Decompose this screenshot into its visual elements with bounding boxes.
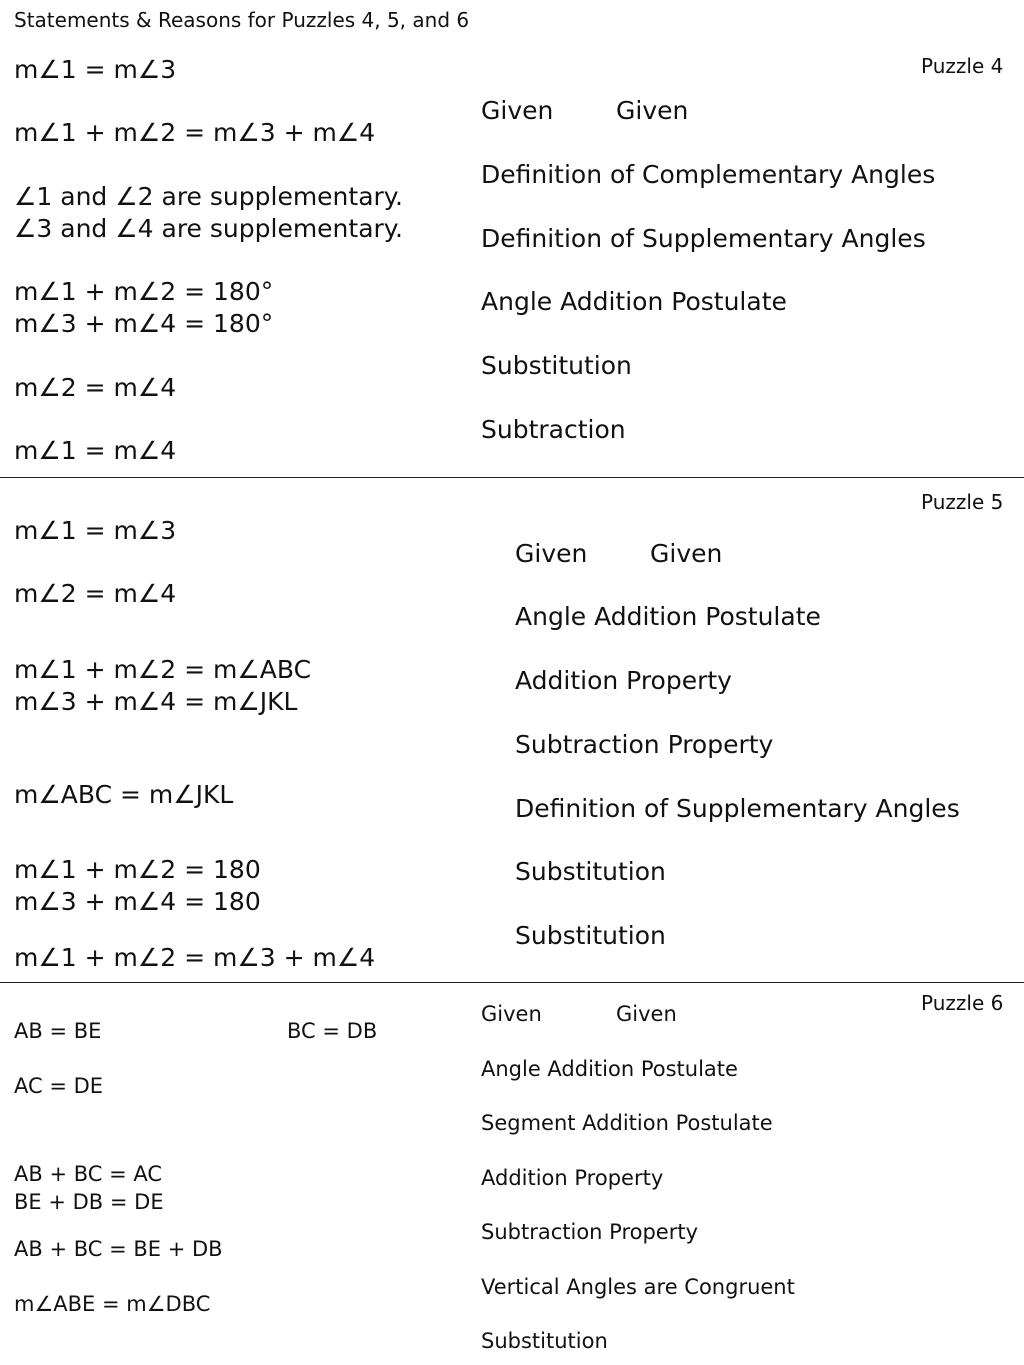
p6-reason: Given xyxy=(481,1002,542,1026)
p5-reason: Given xyxy=(515,539,588,568)
p4-reason: Definition of Supplementary Angles xyxy=(481,224,926,253)
p5-reason: Subtraction Property xyxy=(515,730,774,759)
p4-statement: m∠1 = m∠4 xyxy=(14,436,177,465)
p5-statement: m∠1 + m∠2 = 180 xyxy=(14,855,261,884)
section-divider xyxy=(0,982,1024,983)
p6-statement: AB = BE xyxy=(14,1019,102,1043)
p4-statement: m∠2 = m∠4 xyxy=(14,373,177,402)
p4-reason: Definition of Complementary Angles xyxy=(481,160,936,189)
p5-statement: m∠1 + m∠2 = m∠3 + m∠4 xyxy=(14,943,376,972)
p6-statement: AB + BC = BE + DB xyxy=(14,1237,223,1261)
p5-statement: m∠ABC = m∠JKL xyxy=(14,780,234,809)
section-divider xyxy=(0,477,1024,478)
puzzle-6-label: Puzzle 6 xyxy=(921,991,1004,1015)
p4-reason: Given xyxy=(481,96,554,125)
p5-statement: m∠1 = m∠3 xyxy=(14,516,177,545)
p4-reason: Given xyxy=(616,96,689,125)
p6-reason: Addition Property xyxy=(481,1166,664,1190)
p5-reason: Given xyxy=(650,539,723,568)
page-title: Statements & Reasons for Puzzles 4, 5, and 6 xyxy=(14,8,470,32)
p6-statement: AC = DE xyxy=(14,1074,104,1098)
p4-statement: ∠1 and ∠2 are supplementary. xyxy=(14,182,403,211)
p6-reason: Vertical Angles are Congruent xyxy=(481,1275,795,1299)
p4-reason: Subtraction xyxy=(481,415,626,444)
p5-reason: Addition Property xyxy=(515,666,732,695)
p6-statement: BE + DB = DE xyxy=(14,1190,164,1214)
p5-reason: Angle Addition Postulate xyxy=(515,602,821,631)
p5-reason: Substitution xyxy=(515,921,666,950)
p4-statement: m∠1 = m∠3 xyxy=(14,55,177,84)
p6-reason: Substitution xyxy=(481,1329,608,1353)
p4-statement: m∠1 + m∠2 = m∠3 + m∠4 xyxy=(14,118,376,147)
p4-statement: ∠3 and ∠4 are supplementary. xyxy=(14,214,403,243)
p6-reason: Segment Addition Postulate xyxy=(481,1111,773,1135)
p5-reason: Substitution xyxy=(515,857,666,886)
p6-reason: Given xyxy=(616,1002,677,1026)
p6-reason: Subtraction Property xyxy=(481,1220,699,1244)
p6-statement: BC = DB xyxy=(287,1019,378,1043)
p6-reason: Angle Addition Postulate xyxy=(481,1057,738,1081)
p4-reason: Substitution xyxy=(481,351,632,380)
p5-statement: m∠1 + m∠2 = m∠ABC xyxy=(14,655,312,684)
p4-reason: Angle Addition Postulate xyxy=(481,287,787,316)
p4-statement: m∠1 + m∠2 = 180° xyxy=(14,277,274,306)
p5-statement: m∠2 = m∠4 xyxy=(14,579,177,608)
p5-statement: m∠3 + m∠4 = 180 xyxy=(14,887,261,916)
p6-statement: AB + BC = AC xyxy=(14,1162,163,1186)
p5-statement: m∠3 + m∠4 = m∠JKL xyxy=(14,687,298,716)
puzzle-5-label: Puzzle 5 xyxy=(921,490,1004,514)
puzzle-4-label: Puzzle 4 xyxy=(921,54,1004,78)
p6-statement: m∠ABE = m∠DBC xyxy=(14,1292,211,1316)
p4-statement: m∠3 + m∠4 = 180° xyxy=(14,309,274,338)
p5-reason: Definition of Supplementary Angles xyxy=(515,794,960,823)
